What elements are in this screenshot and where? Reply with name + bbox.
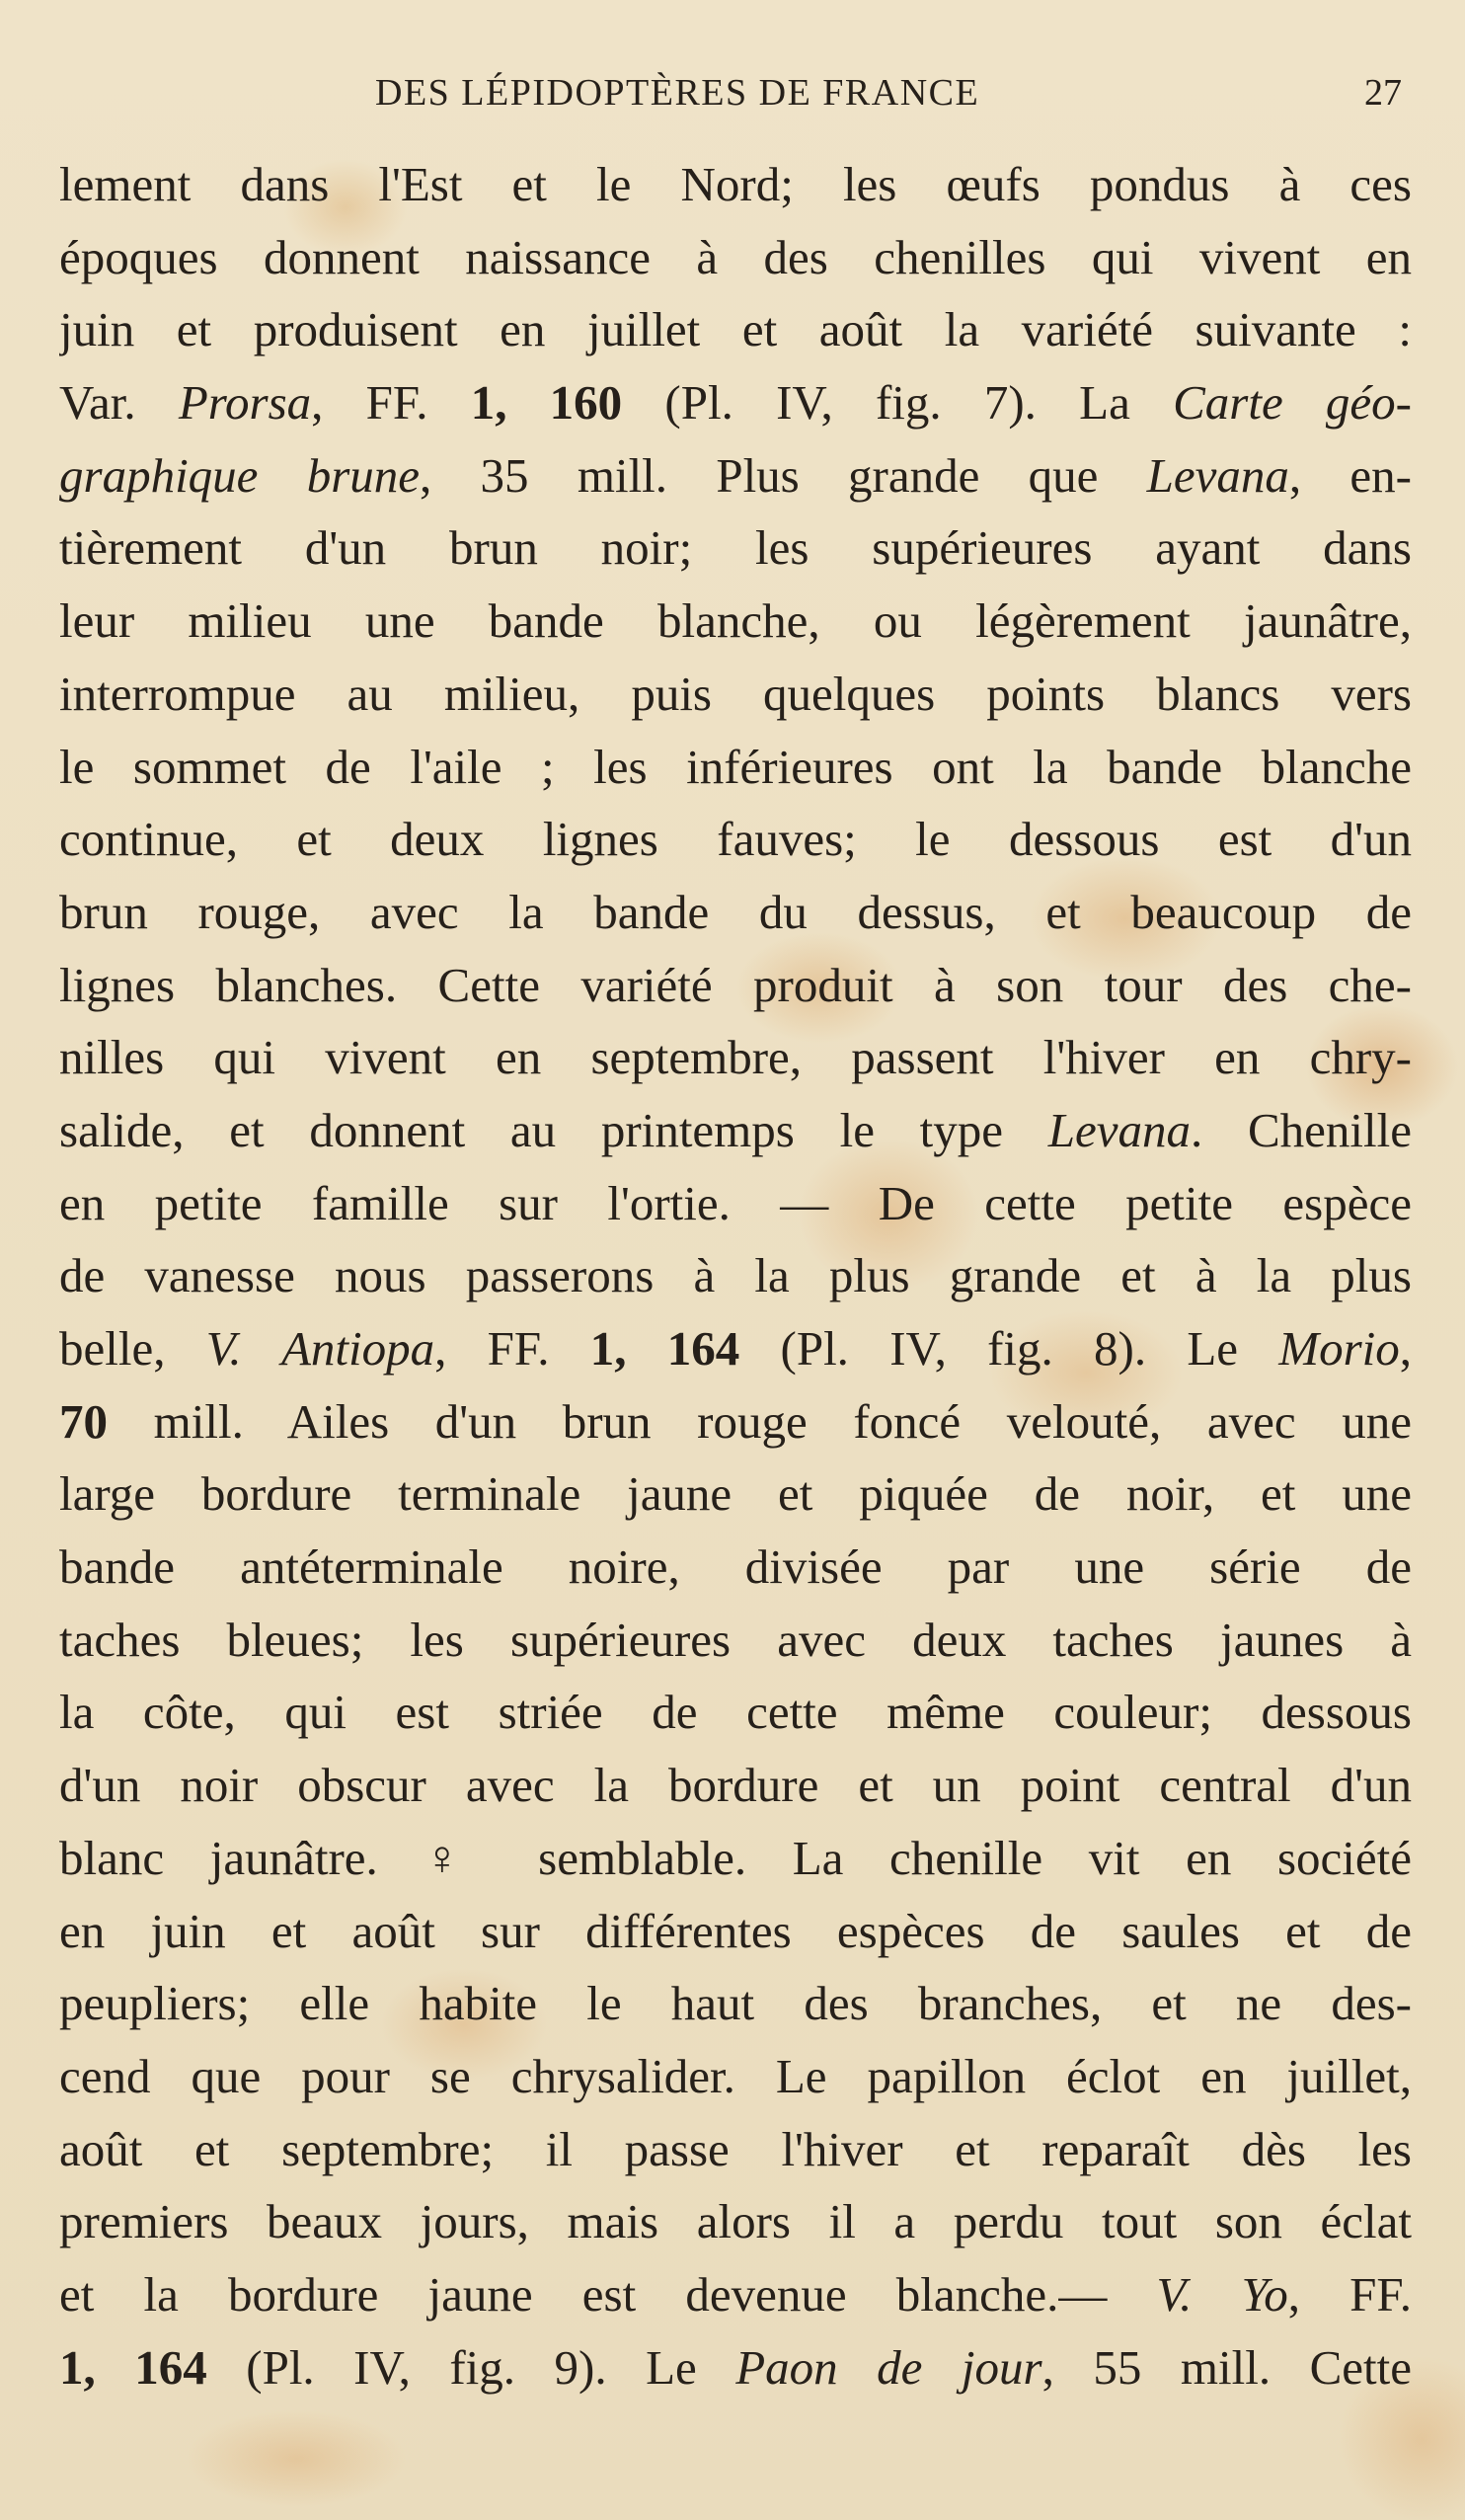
text-line-content [59,2194,1412,2248]
text-line-content [59,1539,1412,1594]
text-line-content [59,593,1412,648]
text-line [59,803,1412,876]
text-line-content [59,1831,1412,1885]
italic-text: Morio [1278,1321,1400,1376]
text-line [59,1239,1412,1312]
text-line [59,1457,1412,1531]
text-segment: et la bordure jaune est devenue blanche.— [59,2266,1157,2322]
text-segment: époques donnent naissance à des chenilles qui vivent en [59,229,1412,284]
text-line-content [59,1321,1412,1376]
text-line [59,2258,1412,2331]
text-segment: continue, et deux lignes fauves; le dessous est d'un [59,812,1412,867]
text-line [59,1749,1412,1822]
text-line-content [59,1030,1412,1084]
text-line [59,221,1412,294]
text-line-content [59,885,1412,939]
bold-text: 1, 164 [59,2339,207,2395]
text-segment: de vanesse nous passerons à la plus grande et à la plus [59,1248,1412,1303]
text-line [59,949,1412,1022]
text-segment: le sommet de l'aile ; les inférieures ont la bande blanche [59,739,1412,794]
text-segment: lignes blanches. Cette variété produit à son tour des che- [59,957,1412,1012]
italic-text: Carte géo- [1173,375,1412,431]
page-number: 27 [1364,72,1402,114]
italic-text: Levana [1146,447,1289,503]
text-line [59,731,1412,804]
text-line-content [59,2267,1412,2322]
text-segment: , FF. [1287,2266,1412,2322]
text-line-content [59,1685,1412,1739]
text-line [59,2331,1412,2404]
text-segment: d'un noir obscur avec la bordure et un point central d'un [59,1758,1412,1813]
text-segment: belle, [59,1321,206,1376]
text-segment: la côte, qui est striée de cette même couleur; dessous [59,1685,1412,1740]
italic-text: Levana [1047,1102,1191,1157]
text-line-content [59,1248,1412,1302]
text-segment: , 35 mill. Plus grande que [420,447,1147,503]
text-segment: brun rouge, avec la bande du dessus, et beaucoup de [59,884,1412,939]
text-line-content [59,1613,1412,1667]
text-segment: , [1399,1321,1412,1376]
text-line [59,1967,1412,2040]
text-line-content [59,2049,1412,2103]
text-segment: (Pl. IV, fig. 8). Le [739,1321,1279,1376]
text-segment: leur milieu une bande blanche, ou légèrement jaunâtre, [59,593,1412,649]
text-line [59,1021,1412,1094]
text-line-content [59,740,1412,794]
page-header [59,63,1410,134]
text-line [59,1822,1412,1895]
text-line-content [59,2340,1412,2395]
running-title: DES LÉPIDOPTÈRES DE FRANCE [375,72,980,114]
text-line [59,876,1412,949]
italic-text: V. Antiopa [205,1321,435,1376]
text-segment: taches bleues; les supérieures avec deux taches jaunes à [59,1612,1412,1667]
text-line-content [59,1394,1412,1449]
text-segment: bande antéterminale noire, divisée par une série de [59,1539,1412,1595]
text-segment: premiers beaux jours, mais alors il a perdu tout son éclat [59,2194,1412,2249]
text-line [59,1094,1412,1167]
text-line-content [59,448,1412,503]
text-line-content [59,812,1412,866]
text-segment: salide, et donnent au printemps le type [59,1102,1048,1157]
text-segment: , 55 mill. Cette [1041,2339,1412,2395]
text-line [59,512,1412,585]
text-line-content [59,1176,1412,1230]
italic-text: graphique brune [59,447,421,503]
text-segment: tièrement d'un brun noir; les supérieures ayant dans [59,520,1412,576]
body-text [59,148,1412,2403]
text-line-content [59,157,1412,211]
text-line-content [59,2122,1412,2176]
text-segment: lement dans l'Est et le Nord; les œufs pondus à ces [59,157,1412,211]
text-line-content [59,1976,1412,2030]
text-segment: , en- [1288,447,1412,503]
text-segment: en petite famille sur l'ortie. — De cette petite espèce [59,1175,1412,1230]
text-segment: cend que pour se chrysalider. Le papillon éclot en juillet, [59,2048,1412,2103]
text-line [59,1385,1412,1458]
text-line [59,1676,1412,1749]
text-line [59,2113,1412,2186]
text-line-content [59,1103,1412,1157]
text-line-content [59,1758,1412,1812]
text-line-content [59,1904,1412,1958]
bold-text: 70 [59,1393,108,1449]
text-segment: (Pl. IV, fig. 7). La [622,375,1174,431]
text-line [59,2185,1412,2258]
text-line [59,1531,1412,1604]
text-line [59,1312,1412,1385]
text-segment: (Pl. IV, fig. 9). Le [206,2339,736,2395]
text-line-content [59,375,1412,430]
text-line-content [59,520,1412,575]
italic-text: Paon de jour [735,2339,1042,2395]
text-line [59,148,1412,221]
text-line [59,585,1412,658]
text-line [59,1167,1412,1240]
text-line [59,439,1412,512]
text-line-content [59,958,1412,1012]
text-segment: , FF. [434,1321,590,1376]
text-line [59,2040,1412,2113]
text-line [59,658,1412,731]
italic-text: V. Yo [1156,2266,1288,2322]
bold-text: 1, 164 [589,1321,740,1376]
text-segment: Var. [59,375,179,431]
text-segment: peupliers; elle habite le haut des branches, et ne des- [59,1976,1412,2031]
text-line [59,1895,1412,1968]
text-line-content [59,667,1412,721]
text-segment: juin et produisent en juillet et août la variété suivante : [59,302,1412,357]
text-segment: nilles qui vivent en septembre, passent l'hiver en chry- [59,1030,1412,1085]
text-segment: . Chenille [1191,1102,1412,1157]
text-segment: large bordure terminale jaune et piquée de noir, et une [59,1466,1412,1522]
text-segment: blanc jaunâtre. ♀ semblable. La chenille vit en société [59,1830,1412,1885]
bold-text: 1, 160 [470,375,623,431]
text-line [59,293,1412,366]
text-line-content [59,230,1412,284]
text-segment: , FF. [311,375,471,431]
text-line-content [59,302,1412,356]
text-segment: interrompue au milieu, puis quelques points blancs vers [59,666,1412,721]
text-line-content [59,1466,1412,1521]
text-segment: en juin et août sur différentes espèces de saules et de [59,1903,1412,1958]
italic-text: Prorsa [178,375,312,431]
text-segment: août et septembre; il passe l'hiver et reparaît dès les [59,2121,1412,2176]
text-segment: mill. Ailes d'un brun rouge foncé velouté, avec une [108,1393,1412,1449]
text-line [59,1604,1412,1677]
text-line [59,366,1412,439]
